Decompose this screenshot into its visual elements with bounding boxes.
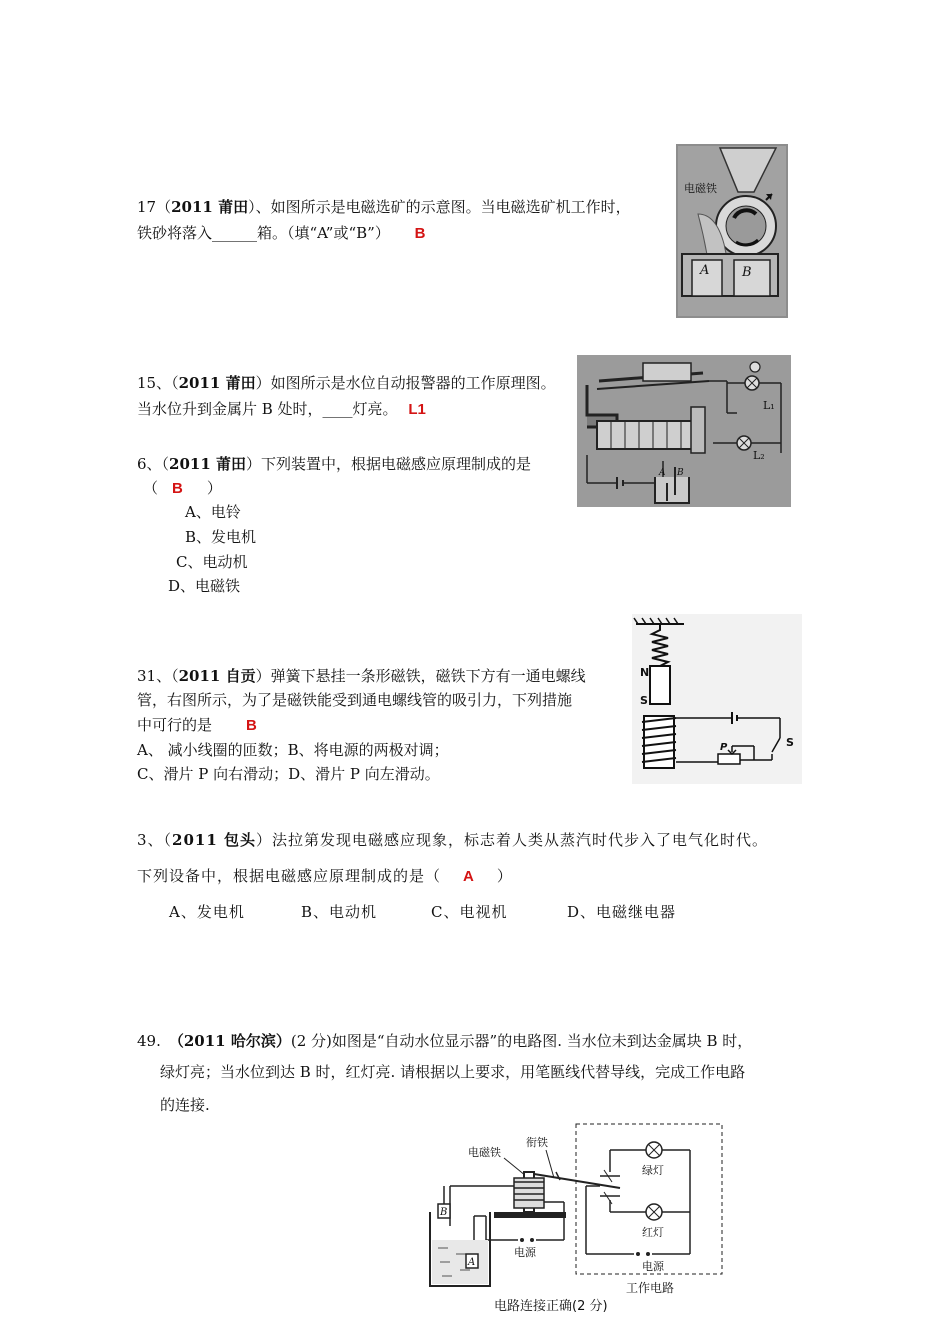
q31-text-1: ）弹簧下悬挂一条形磁铁，磁铁下方有一通电螺线 [255, 667, 586, 685]
q49-text-2: 绿灯亮；当水位到达 B 时，红灯亮. 请根据以上要求，用笔匦线代替导线，完成工作电路 [160, 1063, 746, 1081]
q49-text-1: (2 分)如图是“自动水位显示器”的电路图. 当水位未到达金属块 B 时， [290, 1032, 753, 1050]
q3-option-d: D、电磁继电器 [567, 903, 677, 921]
q17-text-1: ）、如图所示是电磁选矿的示意图。当电磁选矿机工作时， [248, 198, 631, 216]
q6-option-a: A、电铃 [185, 503, 241, 521]
q49-figure-caption: 电路连接正确(2 分) [494, 1299, 608, 1314]
q17-figure-label-magnet: 电磁铁 [684, 182, 717, 195]
q49-figure-label-green: 绿灯 [642, 1164, 664, 1177]
q6-answer: B [172, 480, 183, 497]
q3-option-b: B、电动机 [301, 903, 378, 921]
q15-line1 [137, 371, 556, 395]
q49-number: 49. [137, 1032, 161, 1050]
q15-text-2: 当水位升到金属片 B 处时，____灯亮。 [137, 400, 398, 418]
q3-text-1: ）法拉第发现电磁感应现象，标志着人类从蒸汽时代步入了电气化时代。 [256, 831, 769, 849]
q6-paren-open: （ [143, 479, 159, 497]
q49-figure-label-b: B [440, 1207, 448, 1218]
q31-figure-spring-magnet [632, 614, 802, 784]
q6-option-d: D、电磁铁 [168, 577, 241, 595]
q17-figure-magnetic-separator [676, 144, 788, 318]
q6-line1 [137, 452, 531, 476]
q49-figure-label-red: 红灯 [642, 1226, 664, 1239]
q6-text-1: ）下列装置中，根据电磁感应原理制成的是 [246, 455, 532, 473]
q15-source: 2011 莆田 [178, 374, 256, 392]
q31-text-2: 管，右图所示，为了是磁铁能受到通电螺线管的吸引力，下列措施 [137, 691, 573, 709]
q17-figure-label-b: B [742, 265, 752, 280]
q3-paren-close: ） [496, 867, 513, 885]
q6-answer-line [143, 476, 222, 501]
q17-line1 [137, 195, 631, 219]
q49-figure-label-power1: 电源 [514, 1246, 536, 1259]
q6-option-c: C、电动机 [176, 553, 248, 571]
q3-option-c: C、电视机 [431, 903, 508, 921]
q31-source: 2011 自贡 [178, 667, 256, 685]
q15-line2 [137, 397, 426, 422]
q17-line2 [137, 221, 425, 246]
q49-figure-water-level-circuit [390, 1120, 730, 1314]
q31-figure-label-s: S [640, 694, 648, 707]
q15-text-1: ）如图所示是水位自动报警器的工作原理图。 [255, 374, 556, 392]
q31-line3 [137, 713, 257, 738]
q3-line1 [137, 828, 768, 852]
q15-answer: L1 [408, 401, 426, 418]
q31-figure-label-n: N [640, 666, 650, 679]
q3-text-2: 下列设备中，根据电磁感应原理制成的是（ [137, 867, 442, 885]
q31-text-3: 中可行的是 [137, 716, 213, 734]
q6-paren-close: ） [206, 479, 222, 497]
q49-figure-label-armature: 衔铁 [526, 1136, 548, 1149]
q31-answer: B [246, 717, 257, 734]
q15-figure-label-b: B [677, 468, 684, 478]
q3-answer: A [463, 868, 475, 885]
q6-number: 6、（ [137, 455, 170, 473]
q49-figure-label-power2: 电源 [642, 1260, 664, 1273]
q31-number: 31、（ [137, 667, 179, 685]
q3-number: 3、（ [137, 831, 173, 849]
q49-source: （2011 哈尔滨） [168, 1032, 291, 1050]
q6-option-b: B、发电机 [185, 528, 257, 546]
q31-options-2: C、滑片 P 向右滑动；D、滑片 P 向左滑动。 [137, 765, 440, 783]
q3-source: 2011 包头 [172, 831, 257, 849]
q15-figure-label-l2: L₂ [753, 449, 765, 462]
q15-figure-water-alarm [577, 355, 791, 507]
q15-figure-label-l1: L₁ [763, 399, 775, 412]
q31-figure-label-p: P [720, 742, 728, 753]
q17-text-2: 铁砂将落入______箱。（填“A”或“B”） [137, 224, 390, 242]
q17-figure-label-a: A [700, 263, 710, 278]
q49-line1 [137, 1029, 752, 1053]
q49-figure-label-work: 工作电路 [626, 1281, 675, 1295]
q3-line2 [137, 864, 513, 889]
q49-figure-label-a: A [468, 1257, 476, 1268]
q31-figure-label-switch: S [786, 736, 794, 749]
q15-number: 15、（ [137, 374, 179, 392]
q49-text-3: 的连接. [160, 1096, 210, 1114]
q31-options-1: A、 减小线圈的匝数；B、将电源的两极对调； [137, 741, 449, 759]
q17-answer: B [414, 225, 426, 242]
q6-source: 2011 莆田 [169, 455, 247, 473]
q3-option-a: A、发电机 [169, 903, 245, 921]
q15-figure-label-a: A [659, 468, 666, 478]
q49-figure-label-magnet: 电磁铁 [468, 1146, 501, 1159]
q17-source: 2011 莆田 [171, 198, 249, 216]
q17-number: 17（ [137, 198, 172, 216]
q31-line1 [137, 664, 586, 688]
